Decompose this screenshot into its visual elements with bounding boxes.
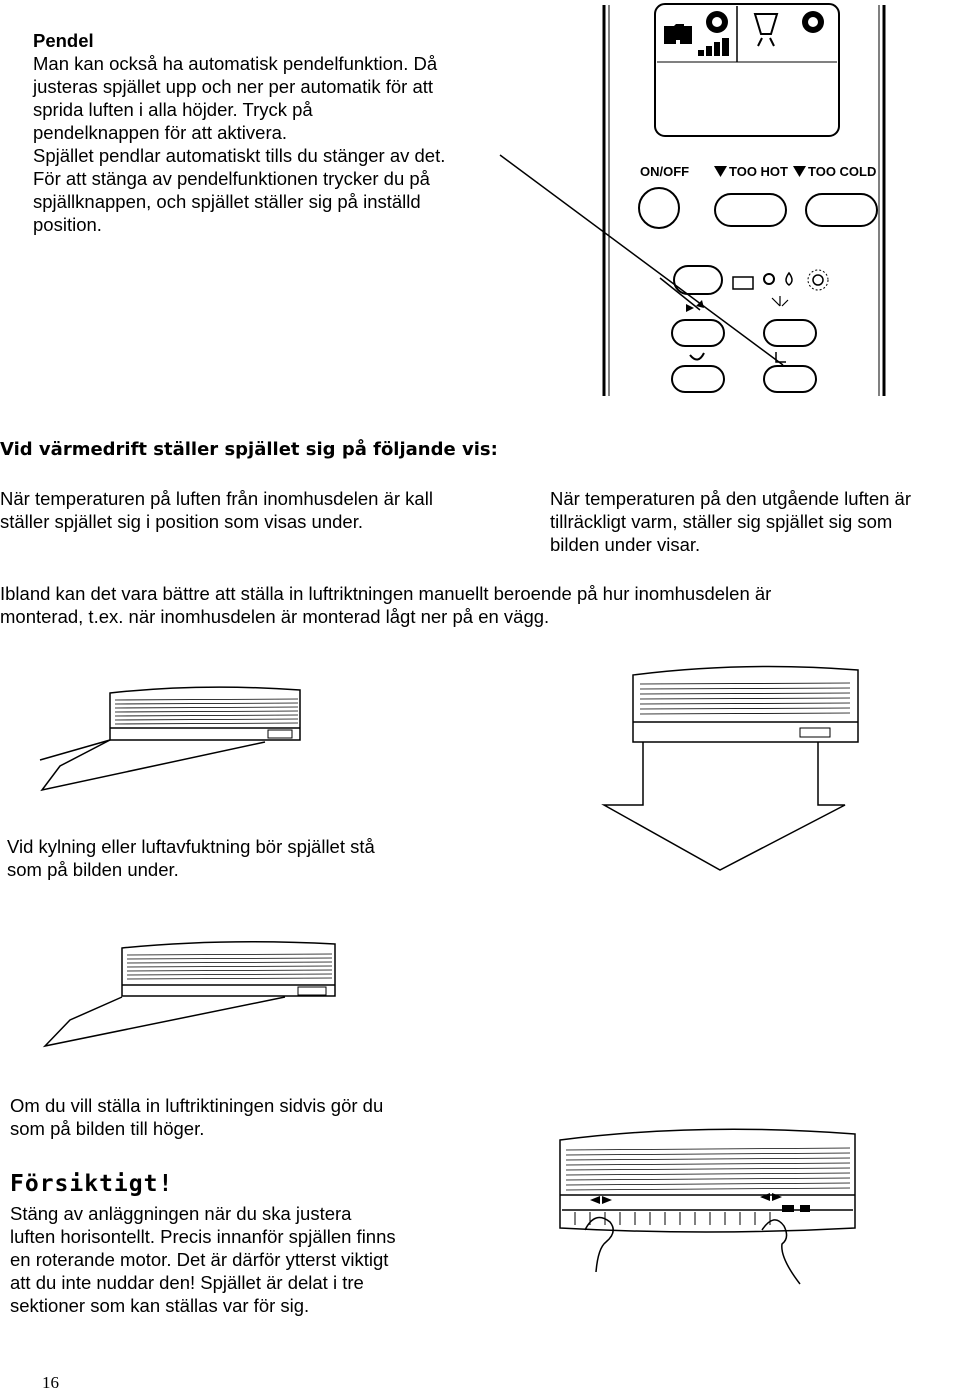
heating-right-line: När temperaturen på den utgående luften är [550, 488, 911, 509]
warning-line: en roterande motor. Det är därför ytterst viktigt [10, 1249, 389, 1270]
heating-right-line: tillräckligt varm, ställer sig spjället sig som [550, 511, 893, 532]
remote-illustration [470, 0, 890, 400]
pendel-line: Man kan också ha automatisk pendelfunktion. Då [33, 53, 438, 74]
warning-text [10, 1202, 396, 1317]
warning-line: att du inte nuddar den! Spjället är delat i tre [10, 1272, 364, 1293]
sideways-line: som på bilden till höger. [10, 1118, 205, 1139]
pendel-line: spjällknappen, och spjället ställer sig på inställd [33, 191, 421, 212]
heating-heading: Vid värmedrift ställer spjället sig på följande vis: [0, 439, 498, 460]
heating-right-text [550, 487, 911, 556]
ac-unit-manual-adjust [550, 1120, 860, 1295]
pendel-line: pendelknappen för att aktivera. [33, 122, 288, 143]
ac-unit-horizontal-airflow-2 [35, 935, 350, 1055]
warning-title: Försiktigt! [10, 1171, 174, 1197]
remote-too-hot-label: TOO HOT [729, 164, 788, 179]
pendel-line: Spjället pendlar automatiskt tills du stänger av det. [33, 145, 446, 166]
pendel-line: För att stänga av pendelfunktionen trycker du på [33, 168, 430, 189]
heating-left-text [0, 487, 433, 533]
heating-note-text [0, 582, 771, 628]
ac-unit-downward-airflow [590, 660, 880, 880]
pendel-line: justeras spjället upp och ner per automatik för att [33, 76, 434, 97]
remote-on-off-label: ON/OFF [640, 164, 690, 179]
pendel-line: position. [33, 214, 102, 235]
heating-note-line: Ibland kan det vara bättre att ställa in luftriktningen manuellt beroende på hur inomhusdelen är [0, 583, 772, 604]
remote-too-cold-label: TOO COLD [808, 164, 877, 179]
cooling-line: som på bilden under. [7, 859, 179, 880]
heating-left-line: ställer spjället sig i position som visas under. [0, 511, 363, 532]
heating-right-line: bilden under visar. [550, 534, 701, 555]
ac-unit-horizontal-airflow-1 [30, 680, 320, 800]
pendel-line: sprida luften i alla höjder. Tryck på [33, 99, 313, 120]
warning-line: luften horisontellt. Precis innanför spjällen finns [10, 1226, 396, 1247]
heating-note-line: monterad, t.ex. när inomhusdelen är monterad lågt ner på en vägg. [0, 606, 550, 627]
pendel-title: Pendel [33, 30, 94, 51]
pendel-text [33, 52, 445, 236]
warning-line: sektioner som kan ställas var för sig. [10, 1295, 310, 1316]
heating-left-line: När temperaturen på luften från inomhusdelen är kall [0, 488, 433, 509]
sideways-text [10, 1094, 383, 1140]
cooling-text [7, 835, 375, 881]
warning-line: Stäng av anläggningen när du ska justera [10, 1203, 352, 1224]
page-number: 16 [42, 1373, 59, 1392]
sideways-line: Om du vill ställa in luftriktiningen sidvis gör du [10, 1095, 384, 1116]
cooling-line: Vid kylning eller luftavfuktning bör spjället stå [7, 836, 375, 857]
